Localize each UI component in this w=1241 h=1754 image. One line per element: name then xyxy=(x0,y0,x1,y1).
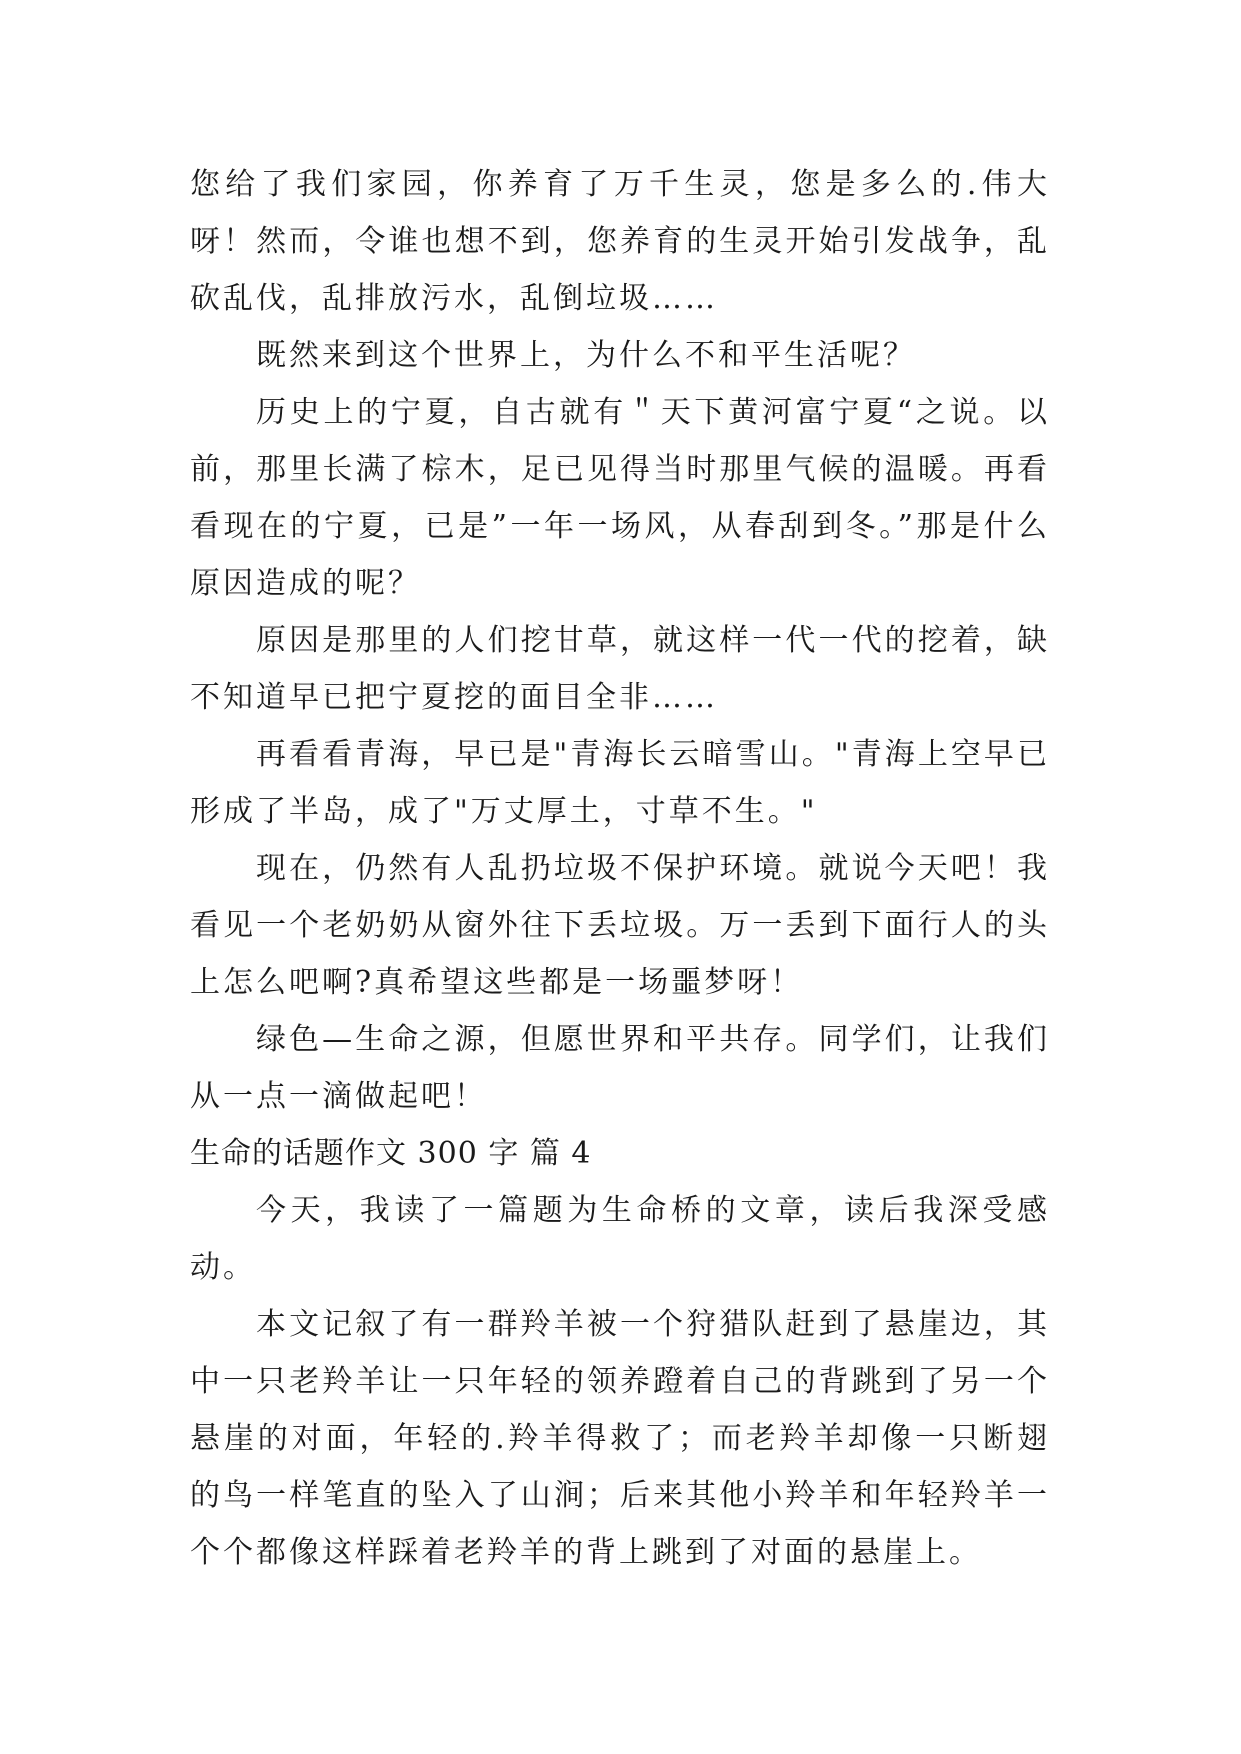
document-body xyxy=(190,156,1050,1581)
paragraph: 现在，仍然有人乱扔垃圾不保护环境。就说今天吧！我看见一个老奶奶从窗外往下丢垃圾。万一丢到下面行人的头上怎么吧啊?真希望这些都是一场噩梦呀！ xyxy=(190,851,1050,1000)
paragraph: 本文记叙了有一群羚羊被一个狩猎队赶到了悬崖边，其中一只老羚羊让一只年轻的领养蹬着自己的背跳到了另一个悬崖的对面，年轻的.羚羊得救了；而老羚羊却像一只断翅的鸟一样笔直的坠入了山涧；后来其他小羚羊和年轻羚羊一个个都像这样踩着老羚羊的背上跳到了对面的悬崖上。 xyxy=(190,1307,1050,1570)
section-heading: 生命的话题作文 300 字 篇 4 xyxy=(190,1136,592,1171)
paragraph: 原因是那里的人们挖甘草，就这样一代一代的挖着，缺不知道早已把宁夏挖的面目全非…… xyxy=(190,623,1050,715)
paragraph: 既然来到这个世界上，为什么不和平生活呢？ xyxy=(256,338,916,373)
paragraph-continuation: 您给了我们家园，你养育了万千生灵，您是多么的.伟大呀！然而，令谁也想不到，您养育的生灵开始引发战争，乱砍乱伐，乱排放污水，乱倒垃圾…… xyxy=(190,167,1050,316)
paragraph: 绿色—生命之源，但愿世界和平共存。同学们，让我们从一点一滴做起吧！ xyxy=(190,1022,1050,1114)
paragraph: 再看看青海，早已是"青海长云暗雪山。"青海上空早已形成了半岛，成了"万丈厚土，寸草不生。" xyxy=(190,737,1050,829)
paragraph: 历史上的宁夏，自古就有＂天下黄河富宁夏“之说。以前，那里长满了棕木，足已见得当时那里气候的温暖。再看看现在的宁夏，已是”一年一场风，从春刮到冬。”那是什么原因造成的呢？ xyxy=(190,395,1050,601)
paragraph: 今天，我读了一篇题为生命桥的文章，读后我深受感动。 xyxy=(190,1193,1050,1285)
